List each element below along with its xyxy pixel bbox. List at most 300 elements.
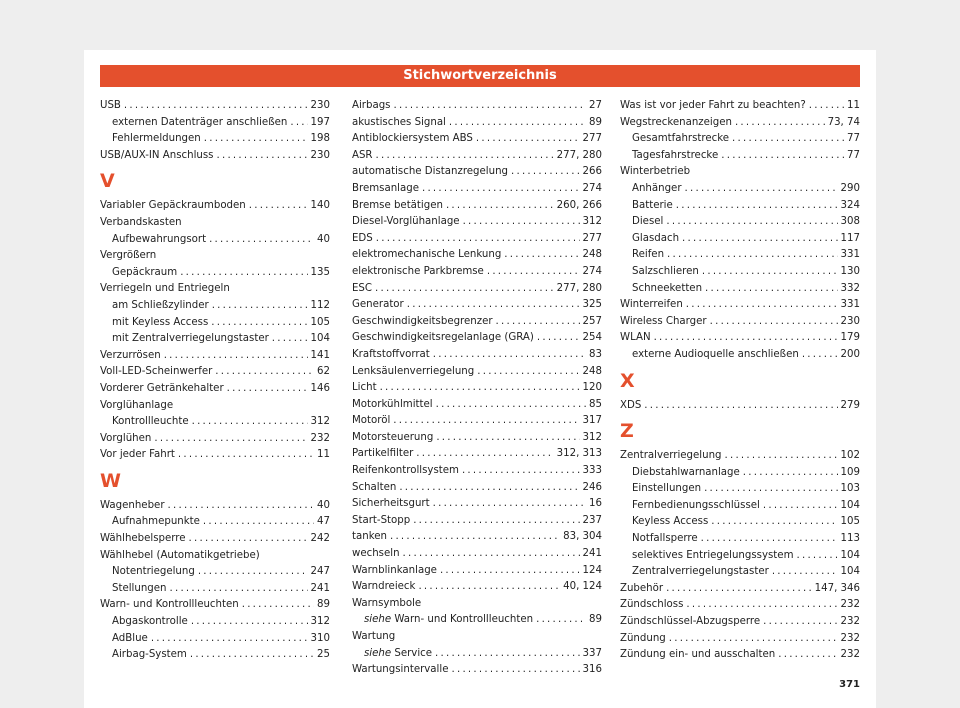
index-entry-page: 331 (840, 249, 860, 261)
index-entry (620, 115, 860, 132)
index-entry-page: 25 (317, 649, 330, 661)
index-entry-term: Batterie (632, 199, 673, 211)
index-entry (620, 181, 860, 198)
index-entry-page: 89 (589, 614, 602, 626)
index-entry (100, 381, 330, 398)
index-entry-page: 312 (582, 216, 602, 228)
index-entry (620, 231, 860, 248)
index-entry-page: 113 (840, 533, 860, 545)
index-entry (100, 614, 330, 631)
dot-leader (211, 315, 307, 332)
index-entry-page: 241 (582, 548, 602, 560)
index-entry-page: 232 (840, 632, 860, 644)
dot-leader (462, 463, 580, 480)
index-entry-page: 83 (589, 348, 602, 360)
index-entry-page: 11 (317, 449, 330, 461)
index-entry-term: Wagenheber (100, 499, 165, 511)
index-entry-term: Sicherheitsgurt (352, 498, 430, 510)
index-entry-term: Winterreifen (620, 299, 683, 311)
dot-leader (743, 465, 838, 482)
index-group-heading: Wählhebel (Automatikgetriebe) (100, 549, 260, 561)
index-entry (352, 397, 602, 414)
index-entry (100, 364, 330, 381)
index-entry-term: elektromechanische Lenkung (352, 249, 502, 261)
index-entry-page: 147, 346 (814, 582, 860, 594)
index-entry (620, 614, 860, 631)
dot-leader (449, 115, 586, 132)
dot-leader (399, 480, 579, 497)
index-entry-page: 310 (310, 632, 330, 644)
index-group-heading: Verriegeln und Entriegeln (100, 283, 230, 295)
index-entry-term: Warnblinkanlage (352, 564, 437, 576)
index-entry-term: ESC (352, 282, 373, 294)
index-entry-page: 312 (582, 431, 602, 443)
index-entry-term: Reifenkontrollsystem (352, 465, 459, 477)
index-entry-term: AdBlue (112, 632, 148, 644)
section-header (100, 65, 860, 87)
index-entry-page: 200 (840, 348, 860, 360)
index-entry-term: Partikelfilter (352, 448, 414, 460)
index-entry (100, 115, 330, 132)
index-entry (100, 431, 330, 448)
index-entry-page: 257 (582, 315, 602, 327)
index-entry-term: Wireless Charger (620, 315, 707, 327)
index-entry-term: WLAN (620, 332, 651, 344)
index-entry-page: 324 (840, 199, 860, 211)
index-entry-term: selektives Entriegelungssystem (632, 549, 794, 561)
index-entry (352, 297, 602, 314)
index-entry-page: 104 (840, 499, 860, 511)
index-entry-page: 277 (582, 133, 602, 145)
index-entry-term: Motorsteuerung (352, 431, 434, 443)
dot-leader (725, 448, 838, 465)
dot-leader (407, 297, 580, 314)
dot-leader (435, 646, 580, 663)
dot-leader (477, 364, 579, 381)
index-entry (620, 148, 860, 165)
index-entry-page: 105 (840, 516, 860, 528)
index-entry (100, 98, 330, 115)
index-entry-page: 312 (310, 416, 330, 428)
index-entry-term (364, 646, 432, 663)
index-entry-term: Verzurrösen (100, 349, 161, 361)
index-entry-page: 77 (847, 133, 860, 145)
index-entry (352, 131, 602, 148)
index-entry (100, 232, 330, 249)
dot-leader (376, 148, 554, 165)
index-entry-term: externen Datenträger anschließen (112, 116, 288, 128)
index-entry-page: 135 (310, 266, 330, 278)
index-entry (620, 198, 860, 215)
dot-leader (676, 198, 838, 215)
index-entry-term: Fernbedienungsschlüssel (632, 499, 760, 511)
dot-leader (418, 579, 560, 596)
index-entry (620, 498, 860, 515)
index-entry-term: Airbags (352, 100, 391, 111)
index-entry-term: USB (100, 100, 121, 111)
index-entry (620, 347, 860, 364)
index-entry-page: 312, 313 (556, 448, 602, 460)
index-entry-page: 83, 304 (563, 531, 602, 543)
index-entry-term: Wegstreckenanzeigen (620, 116, 732, 128)
index-entry-term: Generator (352, 299, 404, 311)
index-entry-page: 40 (317, 499, 330, 511)
dot-leader (192, 414, 308, 431)
index-entry-page: 179 (840, 332, 860, 344)
index-entry-term: Schalten (352, 481, 397, 493)
index-entry-term: Aufbewahrungsort (112, 233, 207, 245)
dot-leader (376, 231, 580, 248)
index-entry (352, 546, 602, 563)
index-entry-page: 230 (310, 149, 330, 161)
index-entry-page: 109 (840, 466, 860, 478)
index-group-heading: Wartung (352, 631, 396, 642)
index-entry-page: 246 (582, 481, 602, 493)
index-entry (352, 463, 602, 480)
dot-leader (763, 498, 838, 515)
index-entry-page: 141 (310, 349, 330, 361)
index-entry-term: Voll-LED-Scheinwerfer (100, 366, 213, 378)
index-entry (352, 281, 602, 298)
index-entry (100, 131, 330, 148)
index-entry-page: 102 (840, 450, 860, 462)
dot-leader (178, 447, 314, 464)
index-entry (620, 98, 860, 115)
dot-leader (763, 614, 837, 631)
dot-leader (227, 381, 308, 398)
index-column-1 (100, 98, 330, 664)
index-entry-term: Keyless Access (632, 516, 709, 528)
dot-leader (393, 413, 579, 430)
index-entry-page: 241 (310, 582, 330, 594)
index-entry (620, 314, 860, 331)
dot-leader (487, 264, 580, 281)
dot-leader (164, 348, 308, 365)
dot-leader (704, 481, 837, 498)
dot-leader (772, 564, 838, 581)
index-entry-page: 312 (310, 616, 330, 628)
index-entry (620, 214, 860, 231)
index-entry-page: 89 (317, 599, 330, 611)
index-letter-heading: Z (620, 420, 634, 443)
index-entry (620, 131, 860, 148)
index-entry-page: 124 (582, 564, 602, 576)
index-entry-page: 117 (840, 232, 860, 244)
index-entry-page: 332 (840, 282, 860, 294)
index-entry-term: Lenksäulenverriegelung (352, 365, 475, 377)
index-entry-page: 85 (589, 398, 602, 410)
index-entry-term: Licht (352, 382, 377, 394)
dot-leader (416, 446, 553, 463)
index-entry (100, 331, 330, 348)
index-entry-term: Abgaskontrolle (112, 616, 188, 628)
index-entry-page: 242 (310, 533, 330, 545)
index-entry (352, 413, 602, 430)
index-entry-page: 104 (840, 566, 860, 578)
index-entry (352, 330, 602, 347)
index-entry (100, 581, 330, 598)
index-entry (352, 513, 602, 530)
index-entry-page: 230 (840, 315, 860, 327)
index-entry-page: 337 (582, 647, 602, 659)
dot-leader (778, 647, 837, 664)
page-number: 371 (839, 679, 860, 690)
index-entry-page: 11 (847, 100, 860, 111)
dot-leader (209, 232, 314, 249)
index-entry (620, 448, 860, 465)
dot-leader (705, 281, 838, 298)
index-entry-term: Notentriegelung (112, 566, 195, 578)
dot-leader (290, 115, 307, 132)
index-entry-page: 230 (310, 100, 330, 111)
dot-leader (735, 115, 825, 132)
dot-leader (189, 531, 308, 548)
index-entry-term: mit Keyless Access (112, 316, 209, 328)
index-entry (620, 398, 860, 415)
index-entry-term: XDS (620, 399, 642, 411)
index-entry-page: 247 (310, 566, 330, 578)
index-entry-page: 40, 124 (563, 581, 602, 593)
index-entry (352, 115, 602, 132)
index-entry-page: 89 (589, 116, 602, 128)
index-entry-page: 27 (589, 100, 602, 111)
index-entry-term: akustisches Signal (352, 116, 446, 128)
index-entry (352, 380, 602, 397)
index-entry (100, 348, 330, 365)
index-group-heading: Warnsymbole (352, 597, 422, 609)
index-entry (620, 247, 860, 264)
dot-leader (249, 198, 308, 215)
dot-leader (710, 314, 838, 331)
dot-leader (393, 98, 586, 115)
index-entry (100, 265, 330, 282)
dot-leader (496, 314, 580, 331)
index-entry-term: Zündschloss (620, 599, 684, 611)
index-entry-term: Einstellungen (632, 483, 702, 495)
dot-leader (682, 231, 838, 248)
dot-leader (433, 347, 586, 364)
index-entry (352, 480, 602, 497)
index-entry (352, 98, 602, 115)
index-entry-page: 198 (310, 133, 330, 145)
index-entry (100, 531, 330, 548)
dot-leader (536, 612, 586, 629)
dot-leader (685, 181, 838, 198)
index-entry-term: Zubehör (620, 582, 664, 594)
index-entry-page: 104 (840, 549, 860, 561)
index-entry-page: 104 (310, 333, 330, 345)
dot-leader (440, 563, 580, 580)
index-entry-term: Zündung (620, 632, 666, 644)
index-entry (100, 498, 330, 515)
index-entry (352, 214, 602, 231)
dot-leader (654, 330, 838, 347)
index-entry-page: 232 (840, 599, 860, 611)
index-entry (352, 148, 602, 165)
index-entry (100, 597, 330, 614)
index-entry (100, 148, 330, 165)
index-entry-term: Diesel (632, 216, 664, 228)
index-entry-page: 331 (840, 299, 860, 311)
index-entry (352, 198, 602, 215)
index-entry-term: Airbag-System (112, 649, 187, 661)
index-entry (620, 481, 860, 498)
index-entry-term: ASR (352, 149, 373, 161)
index-entry-page: 130 (840, 265, 860, 277)
index-entry-term: Motoröl (352, 415, 391, 427)
index-entry-term: Wählhebelsperre (100, 533, 186, 545)
index-entry-term: Zentralverriegelungstaster (632, 566, 769, 578)
dot-leader (403, 546, 580, 563)
index-entry (620, 647, 860, 664)
index-entry (620, 581, 860, 598)
dot-leader (390, 529, 560, 546)
index-entry-page: 105 (310, 316, 330, 328)
index-entry-page: 277, 280 (556, 149, 602, 161)
index-entry-page: 237 (582, 514, 602, 526)
dot-leader (802, 347, 838, 364)
index-entry (620, 465, 860, 482)
index-entry (620, 514, 860, 531)
index-entry-term: Tagesfahrstrecke (632, 149, 719, 161)
index-letter-heading: V (100, 170, 115, 193)
index-entry (620, 264, 860, 281)
index-entry-page: 232 (840, 616, 860, 628)
index-entry (352, 264, 602, 281)
index-entry-term: Glasdach (632, 232, 680, 244)
index-entry-term: mit Zentralverriegelungstaster (112, 333, 269, 345)
index-entry-page: 140 (310, 200, 330, 212)
dot-leader (711, 514, 837, 531)
index-entry (620, 297, 860, 314)
index-entry-term: Gepäckraum (112, 266, 178, 278)
index-entry-term: Schneeketten (632, 282, 703, 294)
dot-leader (380, 380, 580, 397)
dot-leader (686, 597, 837, 614)
index-entry-term: Notfallsperre (632, 533, 698, 545)
index-entry (352, 446, 602, 463)
index-entry (352, 430, 602, 447)
index-entry (352, 231, 602, 248)
index-group-heading: Winterbetrieb (620, 166, 691, 178)
index-entry-page: 248 (582, 249, 602, 261)
index-entry-term: Diebstahlwarnanlage (632, 466, 740, 478)
index-entry (352, 646, 602, 663)
index-entry-term: Geschwindigkeitsregelanlage (GRA) (352, 332, 534, 344)
dot-leader (216, 148, 307, 165)
index-entry-page: 260, 266 (556, 199, 602, 211)
dot-leader (191, 614, 308, 631)
index-entry-page: 197 (310, 116, 330, 128)
index-entry-page: 274 (582, 265, 602, 277)
index-entry-term: Start-Stopp (352, 514, 411, 526)
index-entry-term: Vorglühen (100, 432, 152, 444)
index-entry (100, 414, 330, 431)
index-entry-term: Zündschlüssel-Abzugsperre (620, 616, 761, 628)
index-entry-page: 103 (840, 483, 860, 495)
index-entry-term: Variabler Gepäckraumboden (100, 200, 246, 212)
index-entry-page: 40 (317, 233, 330, 245)
dot-leader (666, 214, 837, 231)
index-entry (352, 496, 602, 513)
index-entry (352, 247, 602, 264)
index-entry-term: externe Audioquelle anschließen (632, 348, 799, 360)
index-entry (100, 298, 330, 315)
index-entry (352, 579, 602, 596)
section-title: Stichwortverzeichnis (403, 68, 557, 83)
index-entry-term: Zentralverriegelung (620, 450, 722, 462)
index-entry (352, 612, 602, 629)
dot-leader (203, 514, 314, 531)
index-entry-term: Bremse betätigen (352, 199, 443, 211)
index-entry-term: wechseln (352, 548, 400, 560)
index-entry (100, 647, 330, 664)
index-entry-term: Bremsanlage (352, 182, 419, 194)
index-entry (352, 364, 602, 381)
dot-leader (721, 148, 844, 165)
dot-leader (797, 548, 838, 565)
index-entry-page: 232 (310, 432, 330, 444)
index-entry (100, 315, 330, 332)
index-page (84, 50, 876, 708)
dot-leader (732, 131, 844, 148)
dot-leader (463, 214, 580, 231)
index-entry-page: 254 (582, 332, 602, 344)
dot-leader (170, 581, 308, 598)
index-entry (352, 164, 602, 181)
see-reference-prefix: siehe (364, 614, 392, 626)
index-entry-page: 277 (582, 232, 602, 244)
index-entry (620, 631, 860, 648)
index-entry-term (364, 612, 533, 629)
dot-leader (686, 297, 838, 314)
index-entry-term: Salzschlieren (632, 265, 699, 277)
index-entry-page: 277, 280 (556, 282, 602, 294)
index-entry-page: 308 (840, 216, 860, 228)
dot-leader (809, 98, 844, 115)
index-entry-page: 290 (840, 182, 860, 194)
index-entry-page: 317 (582, 415, 602, 427)
index-entry-page: 325 (582, 299, 602, 311)
index-entry-page: 120 (582, 382, 602, 394)
index-entry-page: 62 (317, 366, 330, 378)
index-entry-term: USB/AUX-IN Anschluss (100, 149, 214, 161)
index-entry-page: 146 (310, 382, 330, 394)
dot-leader (476, 131, 580, 148)
see-reference-prefix: siehe (364, 647, 392, 659)
index-entry-page: 73, 74 (827, 116, 860, 128)
index-entry (620, 330, 860, 347)
index-entry-term: EDS (352, 232, 373, 244)
index-entry-page: 333 (582, 465, 602, 477)
index-entry (100, 631, 330, 648)
index-entry-term: tanken (352, 531, 387, 543)
dot-leader (451, 662, 579, 679)
index-entry-page: 16 (589, 498, 602, 510)
dot-leader (446, 198, 554, 215)
index-group-heading: Vergrößern (100, 250, 157, 262)
dot-leader (154, 431, 307, 448)
index-entry-term: Anhänger (632, 182, 682, 194)
index-entry-term: Kontrollleuchte (112, 416, 189, 428)
index-entry-page: 274 (582, 182, 602, 194)
dot-leader (413, 513, 579, 530)
index-entry-term: Kraftstoffvorrat (352, 348, 430, 360)
dot-leader (124, 98, 308, 115)
dot-leader (667, 247, 838, 264)
dot-leader (644, 398, 837, 415)
index-letter-heading: X (620, 369, 635, 392)
